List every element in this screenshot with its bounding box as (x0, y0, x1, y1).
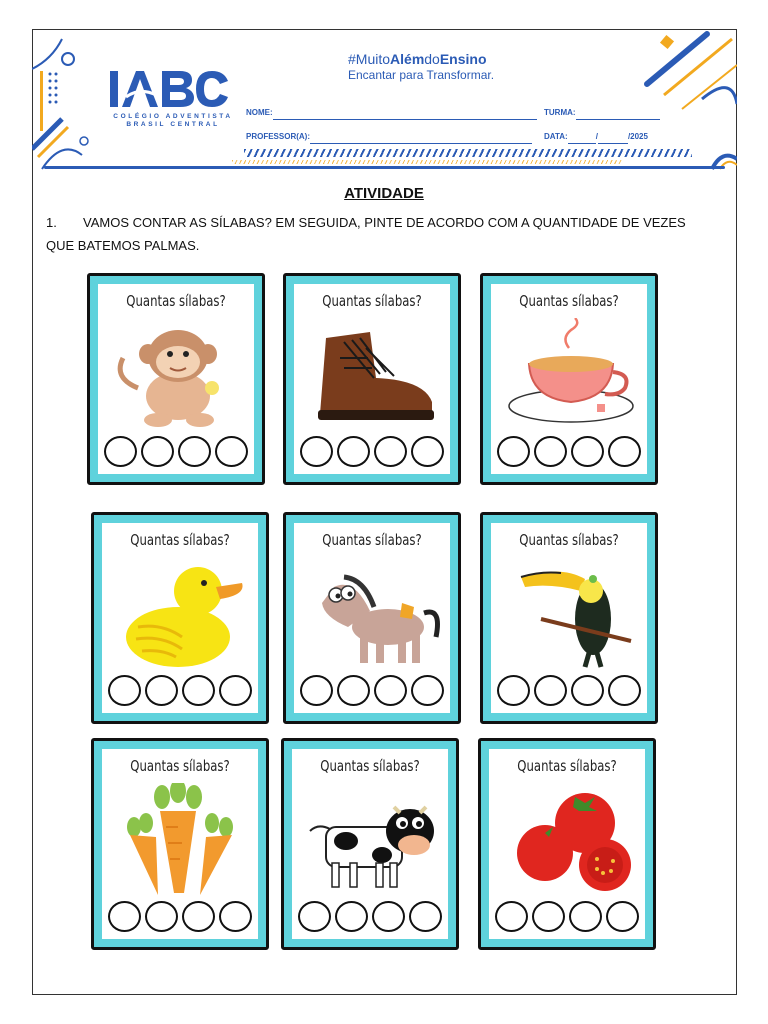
syllable-circle[interactable] (571, 436, 604, 467)
card-question: Quantas sílabas? (126, 292, 226, 310)
syllable-circle[interactable] (372, 901, 405, 932)
syllable-circle[interactable] (104, 436, 137, 467)
syllable-circle[interactable] (374, 675, 407, 706)
syllable-circles (298, 436, 446, 467)
syllable-circles (296, 901, 444, 932)
syllable-card-tomato (478, 738, 656, 950)
syllable-circles (106, 901, 254, 932)
syllable-card-cow (281, 738, 459, 950)
syllable-circle[interactable] (337, 436, 370, 467)
syllable-circle[interactable] (497, 436, 530, 467)
syllable-circles (495, 675, 643, 706)
instruction-text: VAMOS CONTAR AS SÍLABAS? EM SEGUIDA, PINTE DE ACORDO COM A QUANTIDADE DE VEZES QUE BATEMOS PALMAS. (46, 215, 686, 253)
class-field[interactable] (544, 102, 660, 120)
syllable-circle[interactable] (145, 675, 178, 706)
card-question: Quantas sílabas? (322, 531, 422, 549)
syllable-circle[interactable] (411, 436, 444, 467)
syllable-card-carrot (91, 738, 269, 950)
date-month-blank[interactable] (598, 136, 628, 144)
syllable-card-duck (91, 512, 269, 724)
syllable-card-monkey (87, 273, 265, 485)
syllable-circles (493, 901, 641, 932)
syllable-circle[interactable] (219, 901, 252, 932)
teacup-icon (501, 318, 639, 430)
slogan-hashtag: #MuitoAlémdoEnsino (348, 51, 487, 67)
syllable-circle[interactable] (374, 436, 407, 467)
activity-instruction (46, 211, 716, 257)
class-blank[interactable] (576, 112, 660, 120)
syllable-card-boot (283, 273, 461, 485)
syllable-circles (495, 436, 643, 467)
school-logo (108, 67, 230, 113)
duck-icon (112, 557, 250, 669)
syllable-circle[interactable] (141, 436, 174, 467)
syllable-circles (106, 675, 254, 706)
card-question: Quantas sílabas? (519, 292, 619, 310)
syllable-circle[interactable] (219, 675, 252, 706)
date-separator: / (595, 132, 598, 141)
name-label: NOME: (246, 108, 273, 117)
question-number: 1. (46, 215, 57, 230)
syllable-circle[interactable] (300, 675, 333, 706)
toucan-icon (501, 557, 639, 669)
cow-icon (302, 783, 440, 895)
card-question: Quantas sílabas? (517, 757, 617, 775)
syllable-circle[interactable] (409, 901, 442, 932)
syllable-circle[interactable] (108, 675, 141, 706)
syllable-circle[interactable] (497, 675, 530, 706)
syllable-circle[interactable] (495, 901, 528, 932)
syllable-circle[interactable] (337, 675, 370, 706)
header-divider (44, 166, 725, 169)
syllable-card-teacup (480, 273, 658, 485)
name-field[interactable] (246, 102, 537, 120)
syllable-circle[interactable] (300, 436, 333, 467)
school-header (32, 29, 737, 172)
syllable-circle[interactable] (182, 901, 215, 932)
syllable-card-horse (283, 512, 461, 724)
date-label: DATA: (544, 132, 568, 141)
boot-icon (304, 318, 442, 430)
syllable-circle[interactable] (571, 675, 604, 706)
card-question: Quantas sílabas? (519, 531, 619, 549)
activity-title: ATIVIDADE (344, 185, 424, 202)
date-day-blank[interactable] (568, 136, 596, 144)
name-blank[interactable] (273, 112, 537, 120)
horse-icon (304, 557, 442, 669)
syllable-circle[interactable] (182, 675, 215, 706)
date-field[interactable] (544, 126, 648, 144)
syllable-circle[interactable] (606, 901, 639, 932)
syllable-circle[interactable] (335, 901, 368, 932)
card-question: Quantas sílabas? (130, 757, 230, 775)
syllable-circle[interactable] (298, 901, 331, 932)
syllable-circle[interactable] (534, 436, 567, 467)
syllable-circle[interactable] (411, 675, 444, 706)
syllable-card-toucan (480, 512, 658, 724)
header-stripe (244, 149, 692, 157)
teacher-label: PROFESSOR(A): (246, 132, 310, 141)
syllable-circle[interactable] (215, 436, 248, 467)
logo-subtitle: COLÉGIO ADVENTISTA BRASIL CENTRAL (113, 113, 233, 128)
card-question: Quantas sílabas? (130, 531, 230, 549)
syllable-circles (298, 675, 446, 706)
syllable-circle[interactable] (534, 675, 567, 706)
syllable-circle[interactable] (178, 436, 211, 467)
teacher-field[interactable] (246, 126, 532, 144)
header-stripe-accent (232, 160, 622, 164)
slogan-line: Encantar para Transformar. (348, 68, 495, 82)
syllable-circles (102, 436, 250, 467)
tomato-icon (499, 783, 637, 895)
syllable-circle[interactable] (608, 436, 641, 467)
carrot-icon (112, 783, 250, 895)
syllable-circle[interactable] (608, 675, 641, 706)
syllable-circle[interactable] (569, 901, 602, 932)
monkey-icon (108, 318, 246, 430)
syllable-circle[interactable] (532, 901, 565, 932)
syllable-circle[interactable] (108, 901, 141, 932)
date-year: /2025 (627, 132, 648, 141)
card-question: Quantas sílabas? (322, 292, 422, 310)
class-label: TURMA: (544, 108, 576, 117)
card-question: Quantas sílabas? (320, 757, 420, 775)
teacher-blank[interactable] (310, 136, 532, 144)
syllable-circle[interactable] (145, 901, 178, 932)
